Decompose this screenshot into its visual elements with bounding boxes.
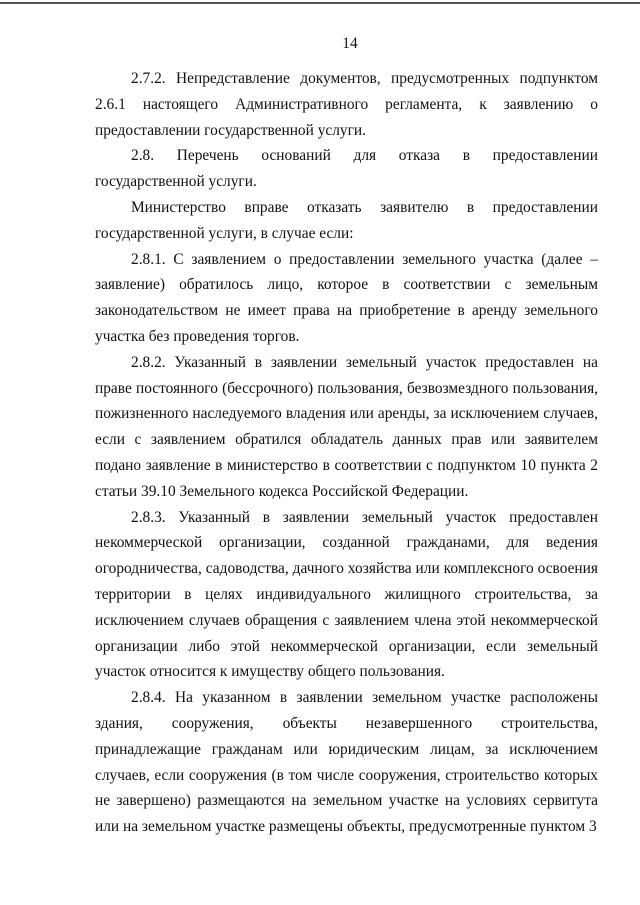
- paragraph-2-8-1: 2.8.1. С заявлением о предоставлении земельного участка (далее – заявление) обратилось лицо, которое в соответствии с земельным законодательством не имеет права на приобретение в аренду земельного участка без проведения торгов.: [95, 250, 598, 345]
- scan-edge-line: [0, 2, 640, 4]
- paragraph-2-8-2: 2.8.2. Указанный в заявлении земельный участок предоставлен на праве постоянного (бессрочного) пользования, безвозмездного пользования, пожизненного наследуемого владения или аренды, за исключением случаев, если с заявлением обратился обладатель данных прав или заявителем подано заявление в министерство в соответствии с подпунктом 10 пункта 2 статьи 39.10 Земельного кодекса Российской Федерации.: [95, 353, 598, 500]
- paragraph-2-8-intro: Министерство вправе отказать заявителю в предоставлении государственной услуги, в случае если:: [95, 198, 598, 242]
- page-number: 14: [342, 35, 358, 52]
- document-body: [95, 66, 598, 840]
- paragraph-2-8-4: 2.8.4. На указанном в заявлении земельном участке расположены здания, сооружения, объекты незавершенного строительства, принадлежащие гражданам или юридическим лицам, за исключением случаев, если сооружения (в том числе сооружения, строительство которых не завершено) размещаются на земельном участке на условиях сервитута или на земельном участке размещены объекты, предусмотренные пунктом 3: [95, 689, 598, 836]
- paragraph-2-8-3: 2.8.3. Указанный в заявлении земельный участок предоставлен некоммерческой организации, созданной гражданами, для ведения огородничества, садоводства, дачного хозяйства или комплексного освоения территории в целях индивидуального жилищного строительства, за исключением случаев обращения с заявлением члена этой некоммерческой организации либо этой некоммерческой организации, если земельный участок относится к имуществу общего пользования.: [95, 508, 598, 681]
- paragraph-2-7-2: 2.7.2. Непредставление документов, предусмотренных подпунктом 2.6.1 настоящего Административного регламента, к заявлению о предоставлении государственной услуги.: [95, 70, 598, 139]
- paragraph-2-8: 2.8. Перечень оснований для отказа в предоставлении государственной услуги.: [95, 147, 598, 191]
